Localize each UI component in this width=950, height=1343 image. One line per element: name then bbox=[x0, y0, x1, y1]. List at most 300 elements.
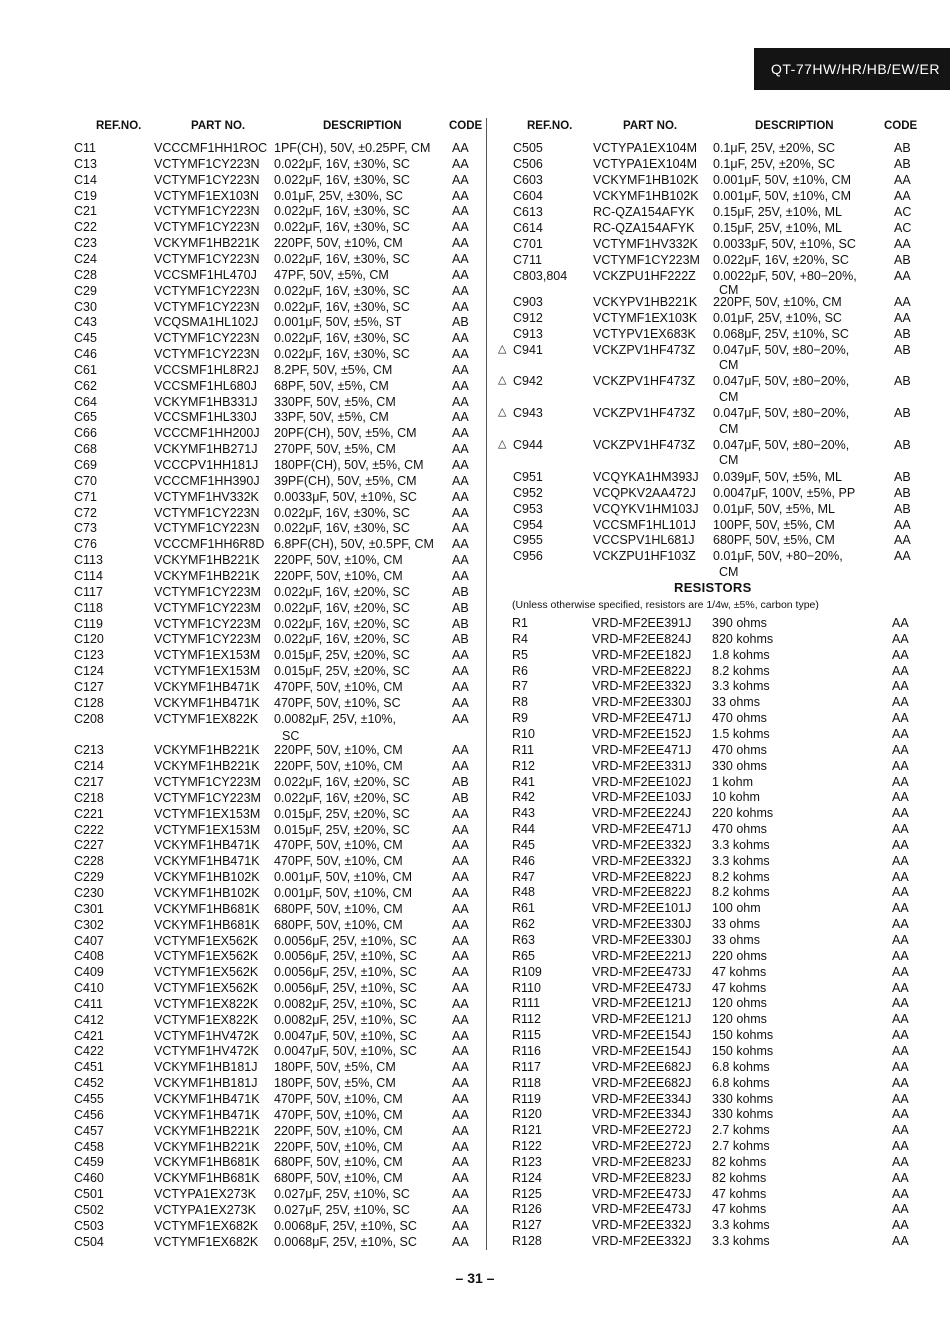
code-cell: AA bbox=[892, 758, 909, 773]
safety-warning-icon: △ bbox=[498, 343, 507, 355]
code-cell: AA bbox=[452, 1123, 469, 1138]
part-number-cell: VRD-MF2EE334J bbox=[592, 1091, 692, 1106]
description-cell: 1PF(CH), 50V, ±0.25PF, CM bbox=[274, 141, 431, 155]
code-cell: AA bbox=[892, 1107, 909, 1122]
part-number-cell: VCKZPV1HF473Z bbox=[593, 438, 696, 452]
code-cell: AA bbox=[892, 917, 909, 932]
part-number-cell: VCCSMF1HL101J bbox=[593, 518, 696, 532]
resistors-section-title: RESISTORS bbox=[674, 580, 752, 595]
ref-cell: R123 bbox=[512, 1154, 542, 1169]
part-number-cell: VCKYMF1HB471K bbox=[154, 1107, 260, 1122]
code-cell: AA bbox=[452, 537, 469, 552]
part-number-cell: VCTYMF1HV472K bbox=[154, 1028, 259, 1043]
code-cell: AA bbox=[892, 742, 909, 757]
description-cell: 47 kohms bbox=[712, 980, 767, 995]
description-cell: 33 ohms bbox=[712, 933, 760, 947]
part-number-cell: VCTYMF1CY223N bbox=[154, 220, 260, 235]
description-cell: 0.01μF, 50V, +80−20%, bbox=[713, 549, 843, 563]
ref-cell: C410 bbox=[74, 981, 104, 996]
code-cell: AA bbox=[892, 695, 909, 710]
part-number-cell: VCTYMF1EX103K bbox=[593, 311, 698, 325]
ref-cell: C229 bbox=[74, 870, 104, 885]
code-cell: AA bbox=[894, 549, 911, 563]
part-number-cell: VCQYKA1HM393J bbox=[593, 470, 699, 484]
ref-cell: C119 bbox=[74, 616, 103, 631]
code-cell: AA bbox=[452, 267, 469, 282]
description-cell: 0.022μF, 16V, ±20%, SC bbox=[274, 616, 410, 631]
part-number-cell: VCKYMF1HB681K bbox=[154, 1171, 260, 1186]
ref-cell: C124 bbox=[74, 664, 104, 679]
part-number-cell: VRD-MF2EE332J bbox=[592, 853, 692, 868]
code-cell: AA bbox=[452, 759, 469, 774]
code-cell: AB bbox=[452, 315, 469, 330]
part-number-cell: VCKZPV1HF473Z bbox=[593, 343, 696, 357]
ref-cell: C614 bbox=[513, 221, 543, 235]
description-cell: 220 ohms bbox=[712, 948, 767, 963]
description-cell: 0.0033μF, 50V, ±10%, SC bbox=[274, 489, 417, 504]
description-cell: 0.0082μF, 25V, ±10%, bbox=[274, 711, 397, 726]
description-cell: 0.027μF, 25V, ±10%, SC bbox=[274, 1202, 410, 1217]
description-cell: 0.0056μF, 25V, ±10%, SC bbox=[274, 965, 417, 980]
description-cell: 2.7 kohms bbox=[712, 1139, 770, 1154]
description-cell: 0.01μF, 25V, ±30%, SC bbox=[274, 188, 403, 203]
c803-description-continued: CM bbox=[719, 283, 739, 297]
part-number-cell: VRD-MF2EE473J bbox=[592, 980, 692, 995]
description-cell: 8.2 kohms bbox=[712, 885, 770, 900]
code-cell: AA bbox=[452, 965, 469, 980]
code-cell: AA bbox=[452, 204, 469, 219]
part-number-cell: VCTYPA1EX273K bbox=[154, 1187, 256, 1202]
code-cell: AA bbox=[452, 568, 469, 583]
ref-cell: C455 bbox=[74, 1092, 104, 1106]
ref-cell: C409 bbox=[74, 965, 104, 980]
description-cell: 0.022μF, 16V, ±30%, SC bbox=[274, 521, 410, 536]
description-cell: 0.015μF, 25V, ±20%, SC bbox=[274, 664, 410, 679]
description-cell: 470PF, 50V, ±10%, CM bbox=[274, 1107, 403, 1122]
model-badge bbox=[754, 48, 950, 90]
part-number-cell: VRD-MF2EE822J bbox=[592, 885, 692, 900]
part-number-cell: VRD-MF2EE330J bbox=[592, 695, 692, 710]
part-number-cell: VCTYMF1EX562K bbox=[154, 933, 259, 948]
ref-cell: R1 bbox=[512, 616, 528, 630]
part-number-cell: VCTYMF1CY223N bbox=[154, 251, 260, 266]
code-cell: AA bbox=[452, 347, 469, 362]
code-cell: AA bbox=[452, 870, 469, 885]
code-cell: AA bbox=[894, 173, 911, 187]
code-cell: AA bbox=[452, 933, 469, 948]
part-number-cell: VCKYMF1HB221K bbox=[154, 553, 260, 568]
description-cell: 0.022μF, 16V, ±20%, SC bbox=[713, 253, 849, 267]
part-number-cell: VCCSMF1HL470J bbox=[154, 267, 257, 282]
left-header-part: PART NO. bbox=[191, 120, 246, 132]
ref-cell: C451 bbox=[74, 1060, 104, 1075]
code-cell: AA bbox=[452, 188, 469, 203]
part-number-cell: VCTYPA1EX104M bbox=[593, 141, 697, 155]
code-cell: AA bbox=[452, 1234, 469, 1249]
part-number-cell: VRD-MF2EE822J bbox=[592, 869, 692, 884]
description-cell: 0.001μF, 50V, ±10%, CM bbox=[713, 189, 851, 203]
code-cell: AA bbox=[452, 1012, 469, 1027]
part-number-cell: VCTYMF1CY223N bbox=[154, 156, 260, 171]
part-number-cell: VRD-MF2EE334J bbox=[592, 1107, 692, 1122]
description-cell: 470PF, 50V, ±10%, CM bbox=[274, 679, 403, 694]
code-cell: AB bbox=[452, 790, 469, 805]
ref-cell: R119 bbox=[512, 1091, 541, 1106]
description-cell: 39PF(CH), 50V, ±5%, CM bbox=[274, 473, 417, 488]
ref-cell: C944 bbox=[513, 438, 543, 452]
part-number-cell: VCKYMF1HB271J bbox=[154, 442, 258, 457]
ref-cell: C604 bbox=[513, 189, 543, 203]
description-cell: 0.0047μF, 50V, ±10%, SC bbox=[274, 1044, 417, 1059]
ref-cell: C120 bbox=[74, 632, 104, 647]
ref-cell: C913 bbox=[513, 327, 543, 341]
ref-cell: C45 bbox=[74, 331, 97, 346]
code-cell: AB bbox=[894, 374, 911, 388]
description-cell: 6.8 kohms bbox=[712, 1059, 770, 1074]
code-cell: AB bbox=[894, 406, 911, 420]
description-cell: 120 ohms bbox=[712, 996, 767, 1011]
part-number-cell: VCTYMF1EX562K bbox=[154, 981, 259, 996]
ref-cell: R127 bbox=[512, 1218, 542, 1233]
code-cell: AA bbox=[892, 790, 909, 805]
model-name: QT-77HW/HR/HB/EW/ER bbox=[771, 61, 940, 77]
description-cell: 0.068μF, 25V, ±10%, SC bbox=[713, 327, 849, 341]
code-cell: AA bbox=[452, 1218, 469, 1233]
description-cell: 0.039μF, 50V, ±5%, ML bbox=[713, 470, 842, 484]
description-cell: 0.0056μF, 25V, ±10%, SC bbox=[274, 981, 417, 996]
ref-cell: C117 bbox=[74, 584, 103, 599]
ref-cell: C952 bbox=[513, 486, 543, 500]
description-cell: 0.027μF, 25V, ±10%, SC bbox=[274, 1187, 410, 1202]
part-number-cell: VRD-MF2EE101J bbox=[592, 901, 692, 916]
description-cell: 470 ohms bbox=[712, 742, 767, 757]
ref-cell: C118 bbox=[74, 600, 103, 615]
part-number-cell: VRD-MF2EE332J bbox=[592, 837, 692, 852]
part-number-cell: RC-QZA154AFYK bbox=[593, 205, 695, 219]
ref-cell: C62 bbox=[74, 378, 97, 393]
part-number-cell: VCKYPV1HB221K bbox=[593, 295, 698, 309]
description-cell: 220PF, 50V, ±10%, CM bbox=[274, 568, 403, 583]
description-cell: 0.015μF, 25V, ±20%, SC bbox=[274, 822, 410, 837]
ref-cell: R110 bbox=[512, 980, 541, 995]
code-cell: AA bbox=[892, 1234, 909, 1249]
ref-cell: R45 bbox=[512, 837, 535, 852]
ref-cell: C19 bbox=[74, 188, 97, 203]
part-number-cell: VRD-MF2EE102J bbox=[592, 774, 692, 789]
ref-cell: C24 bbox=[74, 251, 97, 266]
description-cell: 68PF, 50V, ±5%, CM bbox=[274, 378, 389, 393]
page-number: – 31 – bbox=[455, 1270, 495, 1286]
code-cell: AA bbox=[452, 458, 469, 472]
ref-cell: C701 bbox=[513, 237, 543, 251]
description-cell: 220 kohms bbox=[712, 806, 774, 821]
code-cell: AA bbox=[452, 1076, 469, 1091]
ref-cell: R41 bbox=[512, 774, 535, 789]
part-number-cell: VRD-MF2EE154J bbox=[592, 1028, 692, 1043]
ref-cell: C955 bbox=[513, 533, 543, 547]
ref-cell: C221 bbox=[74, 806, 104, 821]
ref-cell: R47 bbox=[512, 869, 535, 884]
description-cell: 820 kohms bbox=[712, 631, 774, 646]
ref-cell: C411 bbox=[74, 996, 103, 1011]
description-cell: 330 kohms bbox=[712, 1091, 774, 1106]
code-cell: AA bbox=[452, 981, 469, 996]
code-cell: AA bbox=[452, 236, 469, 251]
ref-cell: R46 bbox=[512, 853, 535, 868]
description-cell: 0.1μF, 25V, ±20%, SC bbox=[713, 141, 836, 155]
left-header-desc: DESCRIPTION bbox=[323, 120, 402, 132]
code-cell: AB bbox=[894, 438, 911, 452]
code-cell: AA bbox=[452, 695, 469, 710]
code-cell: AA bbox=[452, 299, 469, 314]
ref-cell: R11 bbox=[512, 742, 535, 757]
description-cell: 390 ohms bbox=[712, 616, 767, 630]
code-cell: AA bbox=[452, 1028, 469, 1043]
part-number-cell: VRD-MF2EE473J bbox=[592, 1186, 692, 1201]
c944-description-continued: CM bbox=[719, 453, 739, 467]
part-number-cell: VCCCMF1HH1ROC bbox=[154, 141, 268, 155]
right-header-desc: DESCRIPTION bbox=[755, 120, 834, 132]
description-cell: 6.8PF(CH), 50V, ±0.5PF, CM bbox=[274, 537, 434, 552]
code-cell: AA bbox=[452, 664, 469, 679]
column-divider bbox=[486, 118, 487, 1250]
description-cell: 1 kohm bbox=[712, 774, 753, 789]
ref-cell: R10 bbox=[512, 726, 535, 741]
part-number-cell: VCCSMF1HL8R2J bbox=[154, 362, 259, 377]
part-number-cell: VCTYMF1CY223M bbox=[154, 600, 261, 615]
part-number-cell: VCTYMF1EX103N bbox=[154, 188, 259, 203]
part-number-cell: VCTYPA1EX104M bbox=[593, 157, 697, 171]
part-number-cell: VCKZPU1HF103Z bbox=[593, 549, 696, 563]
part-number-cell: VCKZPV1HF473Z bbox=[593, 406, 696, 420]
part-number-cell: VCKYMF1HB221K bbox=[154, 759, 260, 774]
code-cell: AA bbox=[892, 822, 909, 837]
part-number-cell: VRD-MF2EE471J bbox=[592, 742, 692, 757]
code-cell: AA bbox=[452, 711, 469, 726]
ref-cell: R117 bbox=[512, 1059, 541, 1074]
part-number-cell: VCTYMF1EX153M bbox=[154, 806, 261, 821]
part-number-cell: VCKYMF1HB681K bbox=[154, 917, 260, 932]
ref-cell: C114 bbox=[74, 568, 103, 583]
part-number-cell: VRD-MF2EE154J bbox=[592, 1043, 692, 1058]
ref-cell: C128 bbox=[74, 695, 104, 710]
ref-cell: C46 bbox=[74, 347, 97, 362]
ref-cell: C217 bbox=[74, 775, 104, 789]
description-cell: 0.0082μF, 25V, ±10%, SC bbox=[274, 996, 417, 1011]
code-cell: AB bbox=[452, 616, 469, 631]
description-cell: 220PF, 50V, ±10%, CM bbox=[274, 1123, 403, 1138]
code-cell: AA bbox=[452, 251, 469, 266]
description-cell: 330 ohms bbox=[712, 758, 767, 773]
ref-cell: C501 bbox=[74, 1187, 104, 1202]
code-cell: AA bbox=[452, 1139, 469, 1154]
description-cell: 0.0068μF, 25V, ±10%, SC bbox=[274, 1234, 417, 1249]
description-cell: 0.047μF, 50V, ±80−20%, bbox=[713, 406, 850, 420]
ref-cell: C803,804 bbox=[513, 269, 568, 283]
description-cell: 330PF, 50V, ±5%, CM bbox=[274, 394, 396, 409]
code-cell: AA bbox=[892, 1186, 909, 1201]
part-number-cell: VCTYMF1CY223N bbox=[154, 204, 260, 219]
part-number-cell: VRD-MF2EE330J bbox=[592, 933, 692, 947]
part-number-cell: VRD-MF2EE152J bbox=[592, 726, 692, 741]
ref-cell: C912 bbox=[513, 311, 543, 325]
part-number-cell: VRD-MF2EE823J bbox=[592, 1154, 692, 1169]
code-cell: AB bbox=[894, 141, 911, 155]
part-number-cell: VCKYMF1HB681K bbox=[154, 901, 260, 916]
part-number-cell: VCKYMF1HB471K bbox=[154, 679, 260, 694]
part-number-cell: VRD-MF2EE121J bbox=[592, 1012, 692, 1027]
ref-cell: C69 bbox=[74, 458, 97, 472]
code-cell: AA bbox=[452, 141, 469, 155]
code-cell: AC bbox=[894, 205, 912, 219]
part-number-cell: VCTYMF1HV472K bbox=[154, 1044, 259, 1059]
code-cell: AA bbox=[892, 964, 909, 979]
part-number-cell: VCTYMF1EX822K bbox=[154, 996, 259, 1011]
ref-cell: C941 bbox=[513, 343, 543, 357]
code-cell: AA bbox=[892, 806, 909, 821]
part-number-cell: VCTYMF1EX562K bbox=[154, 965, 259, 980]
ref-cell: C943 bbox=[513, 406, 543, 420]
ref-cell: R120 bbox=[512, 1107, 542, 1122]
ref-cell: C13 bbox=[74, 156, 97, 171]
description-cell: 10 kohm bbox=[712, 790, 760, 805]
code-cell: AA bbox=[892, 869, 909, 884]
description-cell: 470PF, 50V, ±10%, CM bbox=[274, 1092, 403, 1106]
description-cell: 0.022μF, 16V, ±20%, SC bbox=[274, 790, 410, 805]
right-header-ref: REF.NO. bbox=[527, 120, 573, 132]
description-cell: 220PF, 50V, ±10%, CM bbox=[713, 295, 842, 309]
ref-cell: R63 bbox=[512, 933, 535, 947]
description-cell: 0.0047μF, 100V, ±5%, PP bbox=[713, 486, 856, 500]
ref-cell: R116 bbox=[512, 1043, 541, 1058]
description-cell: 47 kohms bbox=[712, 1202, 767, 1217]
description-cell: 0.15μF, 25V, ±10%, ML bbox=[713, 221, 842, 235]
part-number-cell: VCKYMF1HB221K bbox=[154, 236, 260, 251]
description-cell: 0.001μF, 50V, ±10%, CM bbox=[713, 173, 851, 187]
description-cell: 270PF, 50V, ±5%, CM bbox=[274, 442, 396, 457]
left-header-code: CODE bbox=[449, 120, 483, 132]
part-number-cell: VCTYMF1CY223M bbox=[154, 790, 261, 805]
ref-cell: C70 bbox=[74, 473, 97, 488]
ref-cell: R7 bbox=[512, 679, 528, 694]
part-number-cell: VCKYMF1HB102K bbox=[593, 173, 699, 187]
ref-cell: R5 bbox=[512, 647, 528, 662]
description-cell: 82 kohms bbox=[712, 1154, 767, 1169]
ref-cell: R8 bbox=[512, 695, 528, 710]
code-cell: AA bbox=[892, 1091, 909, 1106]
part-number-cell: VRD-MF2EE471J bbox=[592, 822, 692, 837]
code-cell: AA bbox=[452, 917, 469, 932]
ref-cell: C230 bbox=[74, 885, 104, 900]
description-cell: 680PF, 50V, ±10%, CM bbox=[274, 901, 403, 916]
part-number-cell: VCTYMF1EX682K bbox=[154, 1234, 259, 1249]
description-cell: 0.022μF, 16V, ±30%, SC bbox=[274, 172, 410, 187]
left-header-ref: REF.NO. bbox=[96, 120, 142, 132]
part-number-cell: VCKYMF1HB181J bbox=[154, 1060, 258, 1075]
ref-cell: R9 bbox=[512, 711, 528, 726]
code-cell: AA bbox=[452, 473, 469, 488]
description-cell: 100PF, 50V, ±5%, CM bbox=[713, 518, 835, 532]
part-number-cell: VCKYMF1HB102K bbox=[593, 189, 699, 203]
ref-cell: R12 bbox=[512, 758, 535, 773]
description-cell: 8.2 kohms bbox=[712, 869, 770, 884]
description-cell: 0.01μF, 25V, ±10%, SC bbox=[713, 311, 842, 325]
description-cell: 47 kohms bbox=[712, 1186, 767, 1201]
ref-cell: R118 bbox=[512, 1075, 541, 1090]
part-number-cell: VCTYMF1CY223N bbox=[154, 331, 260, 346]
part-number-cell: VCTYMF1CY223N bbox=[154, 283, 260, 298]
right-header-code: CODE bbox=[884, 120, 918, 132]
code-cell: AB bbox=[894, 470, 911, 484]
code-cell: AA bbox=[892, 933, 909, 947]
code-cell: AA bbox=[894, 295, 911, 309]
part-number-cell: VCTYMF1CY223N bbox=[154, 347, 260, 362]
ref-cell: R121 bbox=[512, 1123, 542, 1138]
ref-cell: C30 bbox=[74, 299, 97, 314]
ref-cell: C127 bbox=[74, 679, 104, 694]
code-cell: AB bbox=[894, 502, 911, 516]
description-cell: 33 ohms bbox=[712, 695, 760, 710]
ref-cell: C951 bbox=[513, 470, 543, 484]
c943-description-continued: CM bbox=[719, 422, 739, 436]
part-number-cell: VCTYMF1EX562K bbox=[154, 949, 259, 964]
ref-cell: C505 bbox=[513, 141, 543, 155]
part-number-cell: VRD-MF2EE332J bbox=[592, 1234, 692, 1249]
description-cell: 0.022μF, 16V, ±30%, SC bbox=[274, 331, 410, 346]
part-number-cell: VCTYMF1CY223M bbox=[154, 632, 261, 647]
code-cell: AB bbox=[894, 486, 911, 500]
code-cell: AB bbox=[452, 584, 469, 599]
code-cell: AA bbox=[894, 311, 911, 325]
part-number-cell: VCTYMF1CY223N bbox=[154, 505, 260, 520]
ref-cell: C123 bbox=[74, 648, 104, 663]
code-cell: AA bbox=[452, 1060, 469, 1075]
ref-cell: C422 bbox=[74, 1044, 104, 1059]
ref-cell: C457 bbox=[74, 1123, 104, 1138]
ref-cell: C458 bbox=[74, 1139, 104, 1154]
ref-cell: C218 bbox=[74, 790, 104, 805]
ref-cell: C460 bbox=[74, 1171, 104, 1186]
description-cell: 0.0056μF, 25V, ±10%, SC bbox=[274, 949, 417, 964]
ref-cell: R65 bbox=[512, 948, 535, 963]
part-number-cell: RC-QZA154AFYK bbox=[593, 221, 695, 235]
description-cell: 180PF, 50V, ±5%, CM bbox=[274, 1060, 396, 1075]
description-cell: 47 kohms bbox=[712, 964, 767, 979]
ref-cell: C228 bbox=[74, 854, 104, 869]
ref-cell: C22 bbox=[74, 220, 97, 235]
part-number-cell: VCKYMF1HB331J bbox=[154, 394, 258, 409]
code-cell: AA bbox=[892, 1012, 909, 1027]
ref-cell: C942 bbox=[513, 374, 543, 388]
part-number-cell: VCKYMF1HB102K bbox=[154, 885, 260, 900]
safety-warning-icon: △ bbox=[498, 406, 507, 418]
description-cell: 470 ohms bbox=[712, 711, 767, 726]
part-number-cell: VCTYPV1EX683K bbox=[593, 327, 696, 341]
safety-warning-icon: △ bbox=[498, 438, 507, 450]
ref-cell: C208 bbox=[74, 711, 104, 726]
part-number-cell: VRD-MF2EE473J bbox=[592, 964, 692, 979]
part-number-cell: VRD-MF2EE272J bbox=[592, 1139, 692, 1154]
code-cell: AA bbox=[452, 442, 469, 457]
part-number-cell: VRD-MF2EE682J bbox=[592, 1059, 692, 1074]
code-cell: AA bbox=[452, 996, 469, 1011]
ref-cell: C954 bbox=[513, 518, 543, 532]
description-cell: 180PF(CH), 50V, ±5%, CM bbox=[274, 458, 424, 472]
code-cell: AA bbox=[892, 1218, 909, 1233]
code-cell: AA bbox=[892, 1123, 909, 1138]
description-cell: 33PF, 50V, ±5%, CM bbox=[274, 410, 389, 425]
description-cell: 220PF, 50V, ±10%, CM bbox=[274, 759, 403, 774]
